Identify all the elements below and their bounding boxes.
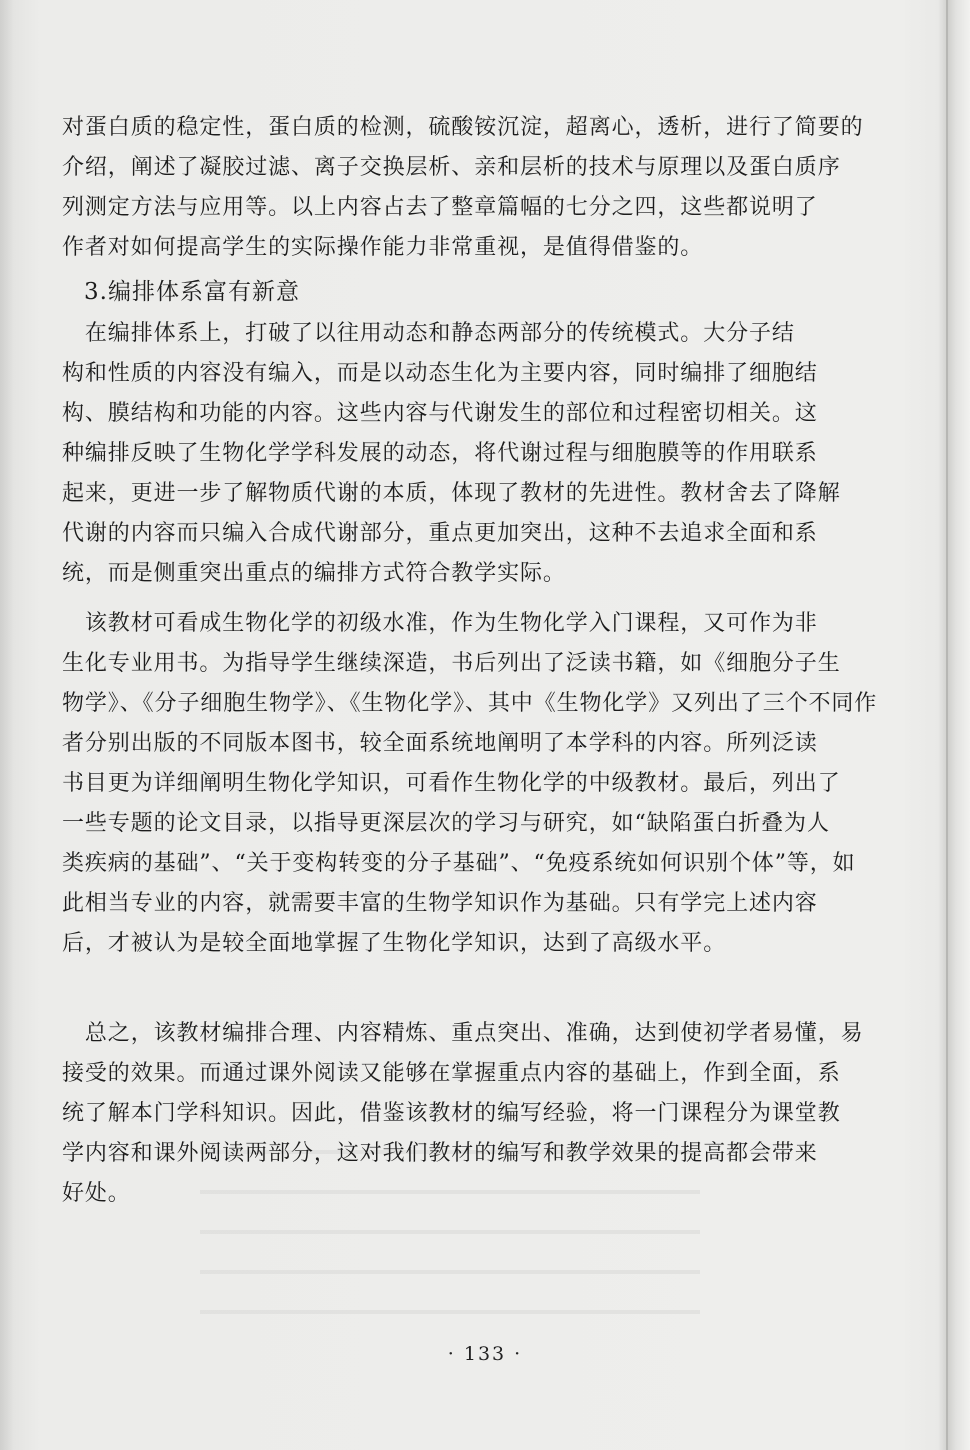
text-line: 该教材可看成生物化学的初级水准，作为生物化学入门课程，又可作为非 (62, 611, 818, 636)
text-line: 种编排反映了生物化学学科发展的动态，将代谢过程与细胞膜等的作用联系 (62, 441, 818, 466)
text-line: 作者对如何提高学生的实际操作能力非常重视，是值得借鉴的。 (62, 235, 704, 260)
section-heading: 3.编排体系富有新意 (84, 279, 300, 305)
text-line: 物学》、《分子细胞生物学》、《生物化学》、其中《生物化学》又列出了三个不同作 (62, 691, 878, 716)
text-line: 好处。 (62, 1181, 131, 1206)
text-line: 列测定方法与应用等。以上内容占去了整章篇幅的七分之四，这些都说明了 (62, 195, 818, 220)
text-line: 类疾病的基础”、“关于变构转变的分子基础”、“免疫系统如何识别个体”等，如 (62, 851, 856, 876)
text-line: 学内容和课外阅读两部分，这对我们教材的编写和教学效果的提高都会带来 (62, 1141, 818, 1166)
text-line: 接受的效果。而通过课外阅读又能够在掌握重点内容的基础上，作到全面，系 (62, 1061, 841, 1086)
text-line: 书目更为详细阐明生物化学知识，可看作生物化学的中级教材。最后，列出了 (62, 771, 841, 796)
text-line (62, 964, 832, 1004)
text-line: 在编排体系上，打破了以往用动态和静态两部分的传统模式。大分子结 (62, 321, 795, 346)
text-line: 者分别出版的不同版本图书，较全面系统地阐明了本学科的内容。所列泛读 (62, 731, 818, 756)
page-number: · 133 · (447, 1343, 523, 1365)
text-line: 对蛋白质的稳定性，蛋白质的检测，硫酸铵沉淀，超离心，透析，进行了简要的 (62, 115, 864, 140)
text-line: 总之，该教材编排合理、内容精炼、重点突出、准确，达到使初学者易懂，易 (62, 1021, 864, 1046)
text-line: 起来，更进一步了解物质代谢的本质，体现了教材的先进性。教材舍去了降解 (62, 481, 841, 506)
text-line: 构、膜结构和功能的内容。这些内容与代谢发生的部位和过程密切相关。这 (62, 401, 818, 426)
text-line: 统，而是侧重突出重点的编排方式符合教学实际。 (62, 561, 566, 586)
text-line: 代谢的内容而只编入合成代谢部分，重点更加突出，这种不去追求全面和系 (62, 521, 818, 546)
text-line: 此相当专业的内容，就需要丰富的生物学知识作为基础。只有学完上述内容 (62, 891, 818, 916)
text-line: 后，才被认为是较全面地掌握了生物化学知识，达到了高级水平。 (62, 931, 727, 956)
text-line: 一些专题的论文目录，以指导更深层次的学习与研究，如“缺陷蛋白折叠为人 (62, 811, 830, 836)
body-text (62, 108, 878, 1214)
text-line: 构和性质的内容没有编入，而是以动态生化为主要内容，同时编排了细胞结 (62, 361, 818, 386)
text-line: 介绍，阐述了凝胶过滤、离子交换层析、亲和层析的技术与原理以及蛋白质序 (62, 155, 841, 180)
text-line: 生化专业用书。为指导学生继续深造，书后列出了泛读书籍，如《细胞分子生 (62, 651, 841, 676)
page-edge-shadow (946, 0, 948, 1450)
text-line: 统了解本门学科知识。因此，借鉴该教材的编写经验，将一门课程分为课堂教 (62, 1101, 841, 1126)
